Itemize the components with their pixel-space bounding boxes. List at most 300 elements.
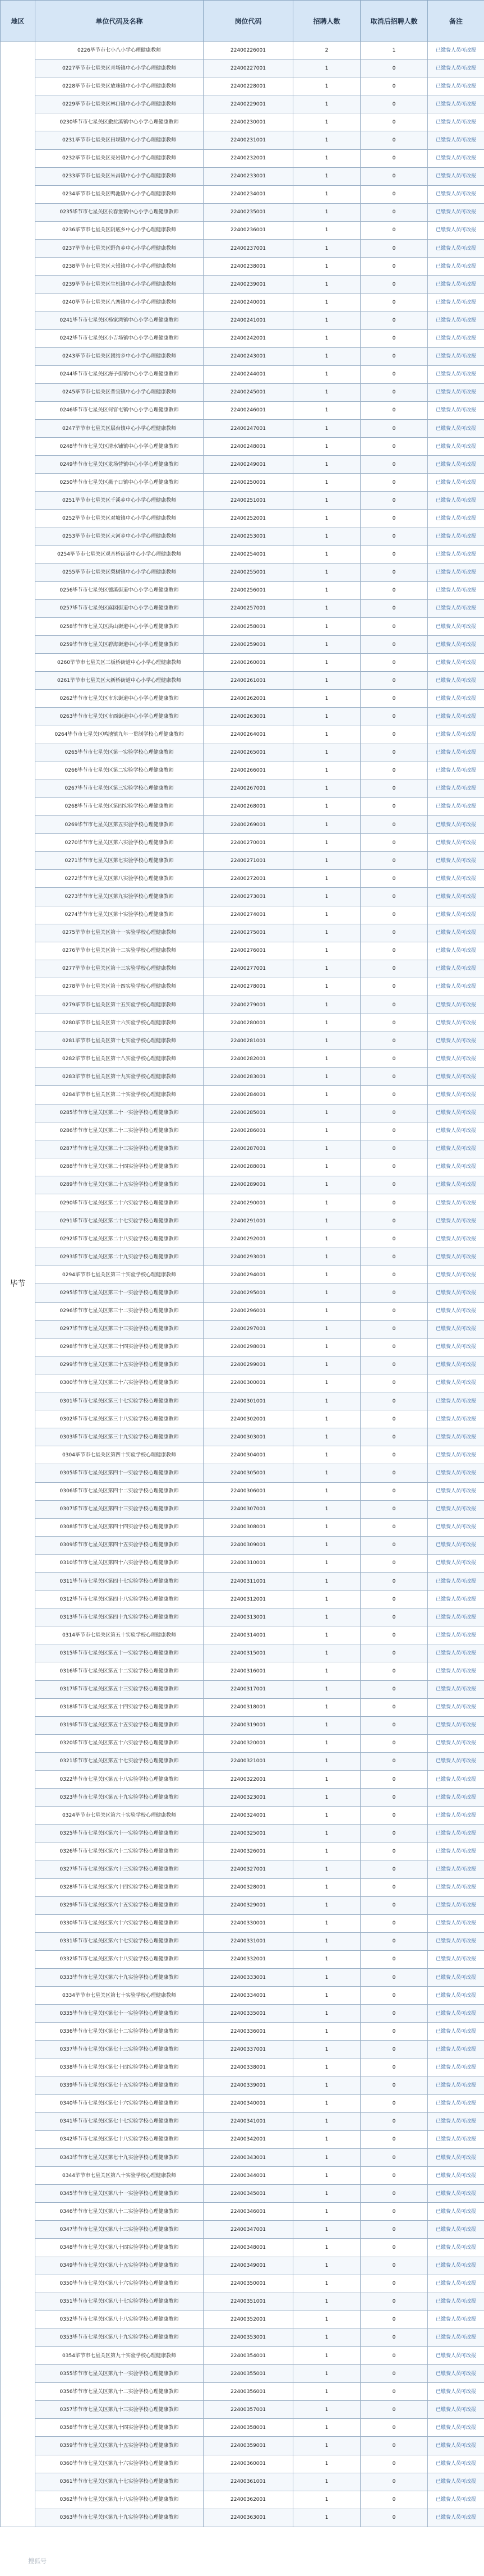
cell-note: 已缴费人员可改报: [428, 1500, 484, 1518]
table-row: [1, 456, 484, 474]
cell-note: 已缴费人员可改报: [428, 42, 484, 59]
table-row: [1, 2112, 484, 2130]
cell-note: 已缴费人员可改报: [428, 2257, 484, 2275]
cell-code: 22400338001: [204, 2059, 293, 2077]
table-row: [1, 276, 484, 294]
cell-code: 22400330001: [204, 1914, 293, 1932]
cell-note: 已缴费人员可改报: [428, 797, 484, 815]
cell-after: 0: [361, 618, 428, 636]
cell-note: 已缴费人员可改报: [428, 1284, 484, 1302]
table-row: [1, 1518, 484, 1536]
cell-unit: 0338毕节市七星关区第七十四实验学校心理健康教师: [35, 2059, 204, 2077]
cell-recruit: 1: [293, 1878, 361, 1896]
cell-after: 0: [361, 510, 428, 528]
cell-note: 已缴费人员可改报: [428, 2509, 484, 2527]
cell-unit: 0255毕节市七星关区梨树镇中心小学心理健康教师: [35, 563, 204, 581]
cell-after: 0: [361, 960, 428, 978]
cell-note: 已缴费人员可改报: [428, 1104, 484, 1122]
cell-code: 22400255001: [204, 563, 293, 581]
cell-note: 已缴费人员可改报: [428, 942, 484, 960]
cell-note: 已缴费人员可改报: [428, 474, 484, 492]
cell-unit: 0256毕节市七星关区德溪街道中心小学心理健康教师: [35, 581, 204, 599]
table-row: [1, 2185, 484, 2203]
cell-recruit: 1: [293, 1194, 361, 1212]
cell-after: 0: [361, 1428, 428, 1446]
cell-recruit: 1: [293, 2311, 361, 2329]
cell-code: 22400228001: [204, 77, 293, 95]
cell-after: 0: [361, 2419, 428, 2437]
cell-code: 22400346001: [204, 2203, 293, 2221]
cell-after: 0: [361, 1807, 428, 1825]
table-row: [1, 240, 484, 258]
cell-recruit: 1: [293, 1698, 361, 1716]
cell-unit: 0279毕节市七星关区第十五实验学校心理健康教师: [35, 996, 204, 1014]
cell-note: 已缴费人员可改报: [428, 1789, 484, 1807]
table-row: [1, 95, 484, 113]
cell-after: 0: [361, 1482, 428, 1500]
cell-note: 已缴费人员可改报: [428, 276, 484, 294]
cell-unit: 0267毕节市七星关区第三实验学校心理健康教师: [35, 780, 204, 797]
cell-recruit: 1: [293, 1140, 361, 1158]
cell-recruit: 1: [293, 960, 361, 978]
cell-recruit: 1: [293, 2185, 361, 2203]
cell-code: 22400361001: [204, 2473, 293, 2491]
cell-after: 0: [361, 1086, 428, 1104]
cell-note: 已缴费人员可改报: [428, 2094, 484, 2112]
cell-note: 已缴费人员可改报: [428, 726, 484, 744]
cell-unit: 0242毕节市七星关区小吉场镇中心小学心理健康教师: [35, 329, 204, 347]
table-row: [1, 2167, 484, 2185]
cell-after: 0: [361, 1572, 428, 1590]
cell-recruit: 1: [293, 2293, 361, 2311]
cell-unit: 0339毕节市七星关区第七十五实验学校心理健康教师: [35, 2077, 204, 2094]
cell-recruit: 1: [293, 329, 361, 347]
table-header-row: [1, 1, 484, 42]
cell-after: 0: [361, 276, 428, 294]
cell-note: 已缴费人员可改报: [428, 2112, 484, 2130]
cell-note: 已缴费人员可改报: [428, 1446, 484, 1464]
cell-unit: 0329毕节市七星关区第六十五实验学校心理健康教师: [35, 1896, 204, 1914]
cell-unit: 0361毕节市七星关区第九十七实验学校心理健康教师: [35, 2473, 204, 2491]
cell-after: 0: [361, 996, 428, 1014]
cell-after: 0: [361, 1752, 428, 1770]
cell-code: 22400309001: [204, 1536, 293, 1554]
cell-note: 已缴费人员可改报: [428, 2329, 484, 2346]
cell-code: 22400283001: [204, 1068, 293, 1086]
cell-code: 22400270001: [204, 834, 293, 852]
table-row: [1, 1734, 484, 1752]
cell-unit: 0247毕节市七星关区层台镇中心小学心理健康教师: [35, 419, 204, 437]
cell-recruit: 1: [293, 1338, 361, 1356]
cell-after: 0: [361, 240, 428, 258]
cell-after: 0: [361, 1194, 428, 1212]
cell-unit: 0330毕节市七星关区第六十六实验学校心理健康教师: [35, 1914, 204, 1932]
table-row: [1, 996, 484, 1014]
cell-after: 0: [361, 581, 428, 599]
table-row: [1, 1158, 484, 1176]
cell-unit: 0316毕节市七星关区第五十二实验学校心理健康教师: [35, 1662, 204, 1680]
table-row: [1, 365, 484, 383]
cell-recruit: 1: [293, 456, 361, 474]
cell-recruit: 1: [293, 1284, 361, 1302]
cell-note: 已缴费人员可改报: [428, 1932, 484, 1950]
cell-note: 已缴费人员可改报: [428, 924, 484, 942]
cell-unit: 0324毕节市七星关区第六十实验学校心理健康教师: [35, 1807, 204, 1825]
cell-unit: 0326毕节市七星关区第六十二实验学校心理健康教师: [35, 1842, 204, 1860]
cell-recruit: 1: [293, 492, 361, 510]
cell-note: 已缴费人员可改报: [428, 1320, 484, 1338]
cell-unit: 0334毕节市七星关区第七十实验学校心理健康教师: [35, 1987, 204, 2005]
cell-code: 22400279001: [204, 996, 293, 1014]
cell-recruit: 1: [293, 690, 361, 708]
cell-unit: 0320毕节市七星关区第五十六实验学校心理健康教师: [35, 1734, 204, 1752]
cell-recruit: 1: [293, 942, 361, 960]
cell-unit: 0248毕节市七星关区清水铺镇中心小学心理健康教师: [35, 438, 204, 456]
cell-after: 0: [361, 690, 428, 708]
cell-note: 已缴费人员可改报: [428, 1987, 484, 2005]
table-row: [1, 1302, 484, 1320]
cell-note: 已缴费人员可改报: [428, 1410, 484, 1428]
cell-unit: 0278毕节市七星关区第十四实验学校心理健康教师: [35, 978, 204, 996]
cell-unit: 0257毕节市七星关区麻园街道中心小学心理健康教师: [35, 599, 204, 617]
cell-unit: 0302毕节市七星关区第三十八实验学校心理健康教师: [35, 1410, 204, 1428]
cell-note: 已缴费人员可改报: [428, 1482, 484, 1500]
cell-after: 0: [361, 2023, 428, 2041]
cell-unit: 0271毕节市七星关区第七实验学校心理健康教师: [35, 852, 204, 870]
cell-unit: 0343毕节市七星关区第七十九实验学校心理健康教师: [35, 2148, 204, 2166]
cell-unit: 0246毕节市七星关区何官屯镇中心小学心理健康教师: [35, 401, 204, 419]
cell-note: 已缴费人员可改报: [428, 510, 484, 528]
cell-code: 22400230001: [204, 113, 293, 131]
cell-recruit: 1: [293, 1320, 361, 1338]
cell-code: 22400237001: [204, 240, 293, 258]
cell-code: 22400249001: [204, 456, 293, 474]
table-row: [1, 960, 484, 978]
cell-unit: 0287毕节市七星关区第二十三实验学校心理健康教师: [35, 1140, 204, 1158]
cell-unit: 0276毕节市七星关区第十二实验学校心理健康教师: [35, 942, 204, 960]
cell-unit: 0272毕节市七星关区第八实验学校心理健康教师: [35, 870, 204, 888]
cell-recruit: 1: [293, 77, 361, 95]
cell-unit: 0337毕节市七星关区第七十三实验学校心理健康教师: [35, 2041, 204, 2059]
cell-after: 0: [361, 419, 428, 437]
table-row: [1, 1284, 484, 1302]
table-row: [1, 563, 484, 581]
cell-code: 22400240001: [204, 294, 293, 311]
cell-note: 已缴费人员可改报: [428, 419, 484, 437]
cell-unit: 0298毕节市七星关区第三十四实验学校心理健康教师: [35, 1338, 204, 1356]
cell-recruit: 1: [293, 1554, 361, 1572]
table-row: [1, 2077, 484, 2094]
cell-unit: 0260毕节市七星关区三板桥街道中心小学心理健康教师: [35, 654, 204, 672]
cell-recruit: 1: [293, 221, 361, 239]
cell-code: 22400296001: [204, 1302, 293, 1320]
cell-code: 22400268001: [204, 797, 293, 815]
cell-after: 0: [361, 2455, 428, 2473]
cell-code: 22400318001: [204, 1698, 293, 1716]
cell-code: 22400273001: [204, 888, 293, 906]
cell-after: 0: [361, 870, 428, 888]
cell-code: 22400234001: [204, 185, 293, 203]
cell-after: 0: [361, 726, 428, 744]
cell-unit: 0295毕节市七星关区第三十一实验学校心理健康教师: [35, 1284, 204, 1302]
cell-after: 0: [361, 1662, 428, 1680]
cell-recruit: 1: [293, 1842, 361, 1860]
cell-note: 已缴费人员可改报: [428, 618, 484, 636]
cell-after: 0: [361, 1356, 428, 1374]
cell-note: 已缴费人员可改报: [428, 1212, 484, 1230]
cell-recruit: 1: [293, 2005, 361, 2023]
cell-after: 0: [361, 1410, 428, 1428]
cell-note: 已缴费人员可改报: [428, 438, 484, 456]
cell-note: 已缴费人员可改报: [428, 2383, 484, 2401]
cell-unit: 0241毕节市七星关区杨家湾镇中心小学心理健康教师: [35, 311, 204, 329]
cell-note: 已缴费人员可改报: [428, 1914, 484, 1932]
table-row: [1, 1752, 484, 1770]
cell-recruit: 1: [293, 347, 361, 365]
cell-code: 22400265001: [204, 744, 293, 762]
table-row: [1, 2473, 484, 2491]
table-row: [1, 419, 484, 437]
cell-unit: 0322毕节市七星关区第五十八实验学校心理健康教师: [35, 1771, 204, 1789]
cell-code: 22400331001: [204, 1932, 293, 1950]
cell-after: 0: [361, 2112, 428, 2130]
cell-note: 已缴费人员可改报: [428, 1428, 484, 1446]
cell-unit: 0280毕节市七星关区第十六实验学校心理健康教师: [35, 1014, 204, 1032]
cell-note: 已缴费人员可改报: [428, 1140, 484, 1158]
cell-unit: 0274毕节市七星关区第十实验学校心理健康教师: [35, 906, 204, 924]
cell-after: 0: [361, 1176, 428, 1194]
table-row: [1, 2005, 484, 2023]
cell-note: 已缴费人员可改报: [428, 1644, 484, 1662]
cell-recruit: 1: [293, 618, 361, 636]
cell-after: 0: [361, 1771, 428, 1789]
cell-recruit: 1: [293, 2473, 361, 2491]
cell-unit: 0328毕节市七星关区第六十四实验学校心理健康教师: [35, 1878, 204, 1896]
cell-unit: 0358毕节市七星关区第九十四实验学校心理健康教师: [35, 2419, 204, 2437]
cell-recruit: 1: [293, 1716, 361, 1734]
cell-unit: 0354毕节市七星关区第九十实验学校心理健康教师: [35, 2347, 204, 2365]
table-row: [1, 113, 484, 131]
cell-recruit: 1: [293, 401, 361, 419]
cell-code: 22400241001: [204, 311, 293, 329]
cell-after: 0: [361, 1969, 428, 1987]
cell-unit: 0269毕节市七星关区第五实验学校心理健康教师: [35, 816, 204, 834]
cell-code: 22400326001: [204, 1842, 293, 1860]
cell-code: 22400313001: [204, 1608, 293, 1626]
cell-after: 0: [361, 1032, 428, 1050]
cell-unit: 0283毕节市七星关区第十九实验学校心理健康教师: [35, 1068, 204, 1086]
table-row: [1, 2419, 484, 2437]
cell-note: 已缴费人员可改报: [428, 2005, 484, 2023]
cell-code: 22400284001: [204, 1086, 293, 1104]
table-row: [1, 2221, 484, 2239]
cell-after: 0: [361, 780, 428, 797]
table-row: [1, 1662, 484, 1680]
cell-unit: 0229毕节市七星关区林口镇中心小学心理健康教师: [35, 95, 204, 113]
table-row: [1, 1086, 484, 1104]
cell-note: 已缴费人员可改报: [428, 1734, 484, 1752]
table-row: [1, 149, 484, 167]
cell-unit: 0318毕节市七星关区第五十四实验学校心理健康教师: [35, 1698, 204, 1716]
cell-recruit: 1: [293, 2257, 361, 2275]
cell-unit: 0231毕节市七星关区田坝镇中心小学心理健康教师: [35, 131, 204, 149]
cell-after: 0: [361, 2329, 428, 2346]
cell-code: 22400281001: [204, 1032, 293, 1050]
cell-note: 已缴费人员可改报: [428, 221, 484, 239]
cell-recruit: 1: [293, 1626, 361, 1644]
cell-note: 已缴费人员可改报: [428, 2473, 484, 2491]
cell-note: 已缴费人员可改报: [428, 1950, 484, 1968]
cell-after: 0: [361, 1716, 428, 1734]
table-row: [1, 528, 484, 546]
cell-note: 已缴费人员可改报: [428, 2077, 484, 2094]
cell-unit: 0249毕节市七星关区龙场营镇中心小学心理健康教师: [35, 456, 204, 474]
cell-code: 22400300001: [204, 1374, 293, 1392]
cell-code: 22400341001: [204, 2112, 293, 2130]
cell-unit: 0351毕节市七星关区第八十七实验学校心理健康教师: [35, 2293, 204, 2311]
cell-unit: 0292毕节市七星关区第二十八实验学校心理健康教师: [35, 1230, 204, 1248]
cell-unit: 0226毕节市七小八小学心理健康教师: [35, 42, 204, 59]
table-row: [1, 329, 484, 347]
cell-recruit: 1: [293, 834, 361, 852]
table-row: [1, 1320, 484, 1338]
cell-code: 22400261001: [204, 672, 293, 690]
cell-code: 22400254001: [204, 546, 293, 563]
cell-note: 已缴费人员可改报: [428, 2455, 484, 2473]
cell-code: 22400231001: [204, 131, 293, 149]
cell-note: 已缴费人员可改报: [428, 2491, 484, 2509]
cell-recruit: 1: [293, 365, 361, 383]
cell-unit: 0254毕节市七星关区观音桥街道中心小学心理健康教师: [35, 546, 204, 563]
cell-recruit: 1: [293, 2419, 361, 2437]
table-row: [1, 1032, 484, 1050]
cell-unit: 0234毕节市七星关区鸭池镇中心小学心理健康教师: [35, 185, 204, 203]
cell-recruit: 1: [293, 1374, 361, 1392]
table-row: [1, 2509, 484, 2527]
table-row: [1, 2311, 484, 2329]
cell-unit: 0348毕节市七星关区第八十四实验学校心理健康教师: [35, 2239, 204, 2257]
cell-unit: 0286毕节市七星关区第二十二实验学校心理健康教师: [35, 1122, 204, 1140]
cell-recruit: 1: [293, 1771, 361, 1789]
cell-code: 22400336001: [204, 2023, 293, 2041]
cell-recruit: 1: [293, 1428, 361, 1446]
cell-note: 已缴费人员可改报: [428, 131, 484, 149]
cell-unit: 0336毕节市七星关区第七十二实验学校心理健康教师: [35, 2023, 204, 2041]
table-row: [1, 581, 484, 599]
table-row: [1, 2437, 484, 2455]
cell-after: 0: [361, 1608, 428, 1626]
cell-recruit: 1: [293, 1446, 361, 1464]
cell-code: 22400360001: [204, 2455, 293, 2473]
cell-after: 0: [361, 1950, 428, 1968]
cell-code: 22400343001: [204, 2148, 293, 2166]
cell-recruit: 1: [293, 2130, 361, 2148]
cell-code: 22400350001: [204, 2275, 293, 2293]
cell-note: 已缴费人员可改报: [428, 59, 484, 77]
cell-unit: 0333毕节市七星关区第六十九实验学校心理健康教师: [35, 1969, 204, 1987]
cell-recruit: 1: [293, 1572, 361, 1590]
cell-recruit: 1: [293, 2167, 361, 2185]
cell-recruit: 1: [293, 797, 361, 815]
cell-note: 已缴费人员可改报: [428, 456, 484, 474]
cell-unit: 0353毕节市七星关区第八十九实验学校心理健康教师: [35, 2329, 204, 2346]
cell-recruit: 1: [293, 2329, 361, 2346]
table-row: [1, 1896, 484, 1914]
cell-note: 已缴费人员可改报: [428, 1860, 484, 1878]
header-unit: 单位代码及名称: [35, 1, 204, 42]
cell-note: 已缴费人员可改报: [428, 1068, 484, 1086]
cell-recruit: 1: [293, 1608, 361, 1626]
cell-code: 22400235001: [204, 203, 293, 221]
table-row: [1, 401, 484, 419]
cell-recruit: 1: [293, 1068, 361, 1086]
cell-recruit: 1: [293, 1230, 361, 1248]
cell-recruit: 1: [293, 2437, 361, 2455]
cell-note: 已缴费人员可改报: [428, 2437, 484, 2455]
cell-note: 已缴费人员可改报: [428, 978, 484, 996]
cell-code: 22400232001: [204, 149, 293, 167]
cell-code: 22400247001: [204, 419, 293, 437]
cell-note: 已缴费人员可改报: [428, 203, 484, 221]
table-row: [1, 1248, 484, 1266]
table-row: [1, 816, 484, 834]
cell-recruit: 1: [293, 1734, 361, 1752]
cell-unit: 0284毕节市七星关区第二十实验学校心理健康教师: [35, 1086, 204, 1104]
cell-after: 0: [361, 2167, 428, 2185]
cell-note: 已缴费人员可改报: [428, 2041, 484, 2059]
cell-note: 已缴费人员可改报: [428, 528, 484, 546]
cell-unit: 0360毕节市七星关区第九十六实验学校心理健康教师: [35, 2455, 204, 2473]
cell-code: 22400276001: [204, 942, 293, 960]
cell-code: 22400238001: [204, 258, 293, 276]
cell-recruit: 1: [293, 2275, 361, 2293]
cell-recruit: 1: [293, 383, 361, 401]
cell-after: 0: [361, 1284, 428, 1302]
cell-after: 0: [361, 852, 428, 870]
cell-code: 22400236001: [204, 221, 293, 239]
cell-code: 22400329001: [204, 1896, 293, 1914]
table-row: [1, 1212, 484, 1230]
table-row: [1, 2023, 484, 2041]
cell-recruit: 1: [293, 1950, 361, 1968]
cell-unit: 0314毕节市七星关区第五十实验学校心理健康教师: [35, 1626, 204, 1644]
cell-note: 已缴费人员可改报: [428, 1536, 484, 1554]
table-row: [1, 59, 484, 77]
cell-recruit: 1: [293, 2059, 361, 2077]
cell-after: 0: [361, 1122, 428, 1140]
table-row: [1, 618, 484, 636]
cell-after: 0: [361, 2365, 428, 2383]
header-note: 备注: [428, 1, 484, 42]
cell-note: 已缴费人员可改报: [428, 2221, 484, 2239]
cell-after: 0: [361, 1554, 428, 1572]
cell-note: 已缴费人员可改报: [428, 906, 484, 924]
cell-unit: 0233毕节市七星关区朱昌镇中心小学心理健康教师: [35, 167, 204, 185]
cell-code: 22400229001: [204, 95, 293, 113]
cell-unit: 0342毕节市七星关区第七十八实验学校心理健康教师: [35, 2130, 204, 2148]
cell-unit: 0325毕节市七星关区第六十一实验学校心理健康教师: [35, 1825, 204, 1842]
cell-unit: 0252毕节市七星关区对坡镇中心小学心理健康教师: [35, 510, 204, 528]
cell-code: 22400342001: [204, 2130, 293, 2148]
cell-recruit: 1: [293, 780, 361, 797]
cell-after: 0: [361, 131, 428, 149]
cell-unit: 0266毕节市七星关区第二实验学校心理健康教师: [35, 762, 204, 780]
cell-unit: 0352毕节市七星关区第八十八实验学校心理健康教师: [35, 2311, 204, 2329]
cell-unit: 0291毕节市七星关区第二十七实验学校心理健康教师: [35, 1212, 204, 1230]
cell-after: 0: [361, 203, 428, 221]
table-row: [1, 654, 484, 672]
cell-note: 已缴费人员可改报: [428, 2167, 484, 2185]
